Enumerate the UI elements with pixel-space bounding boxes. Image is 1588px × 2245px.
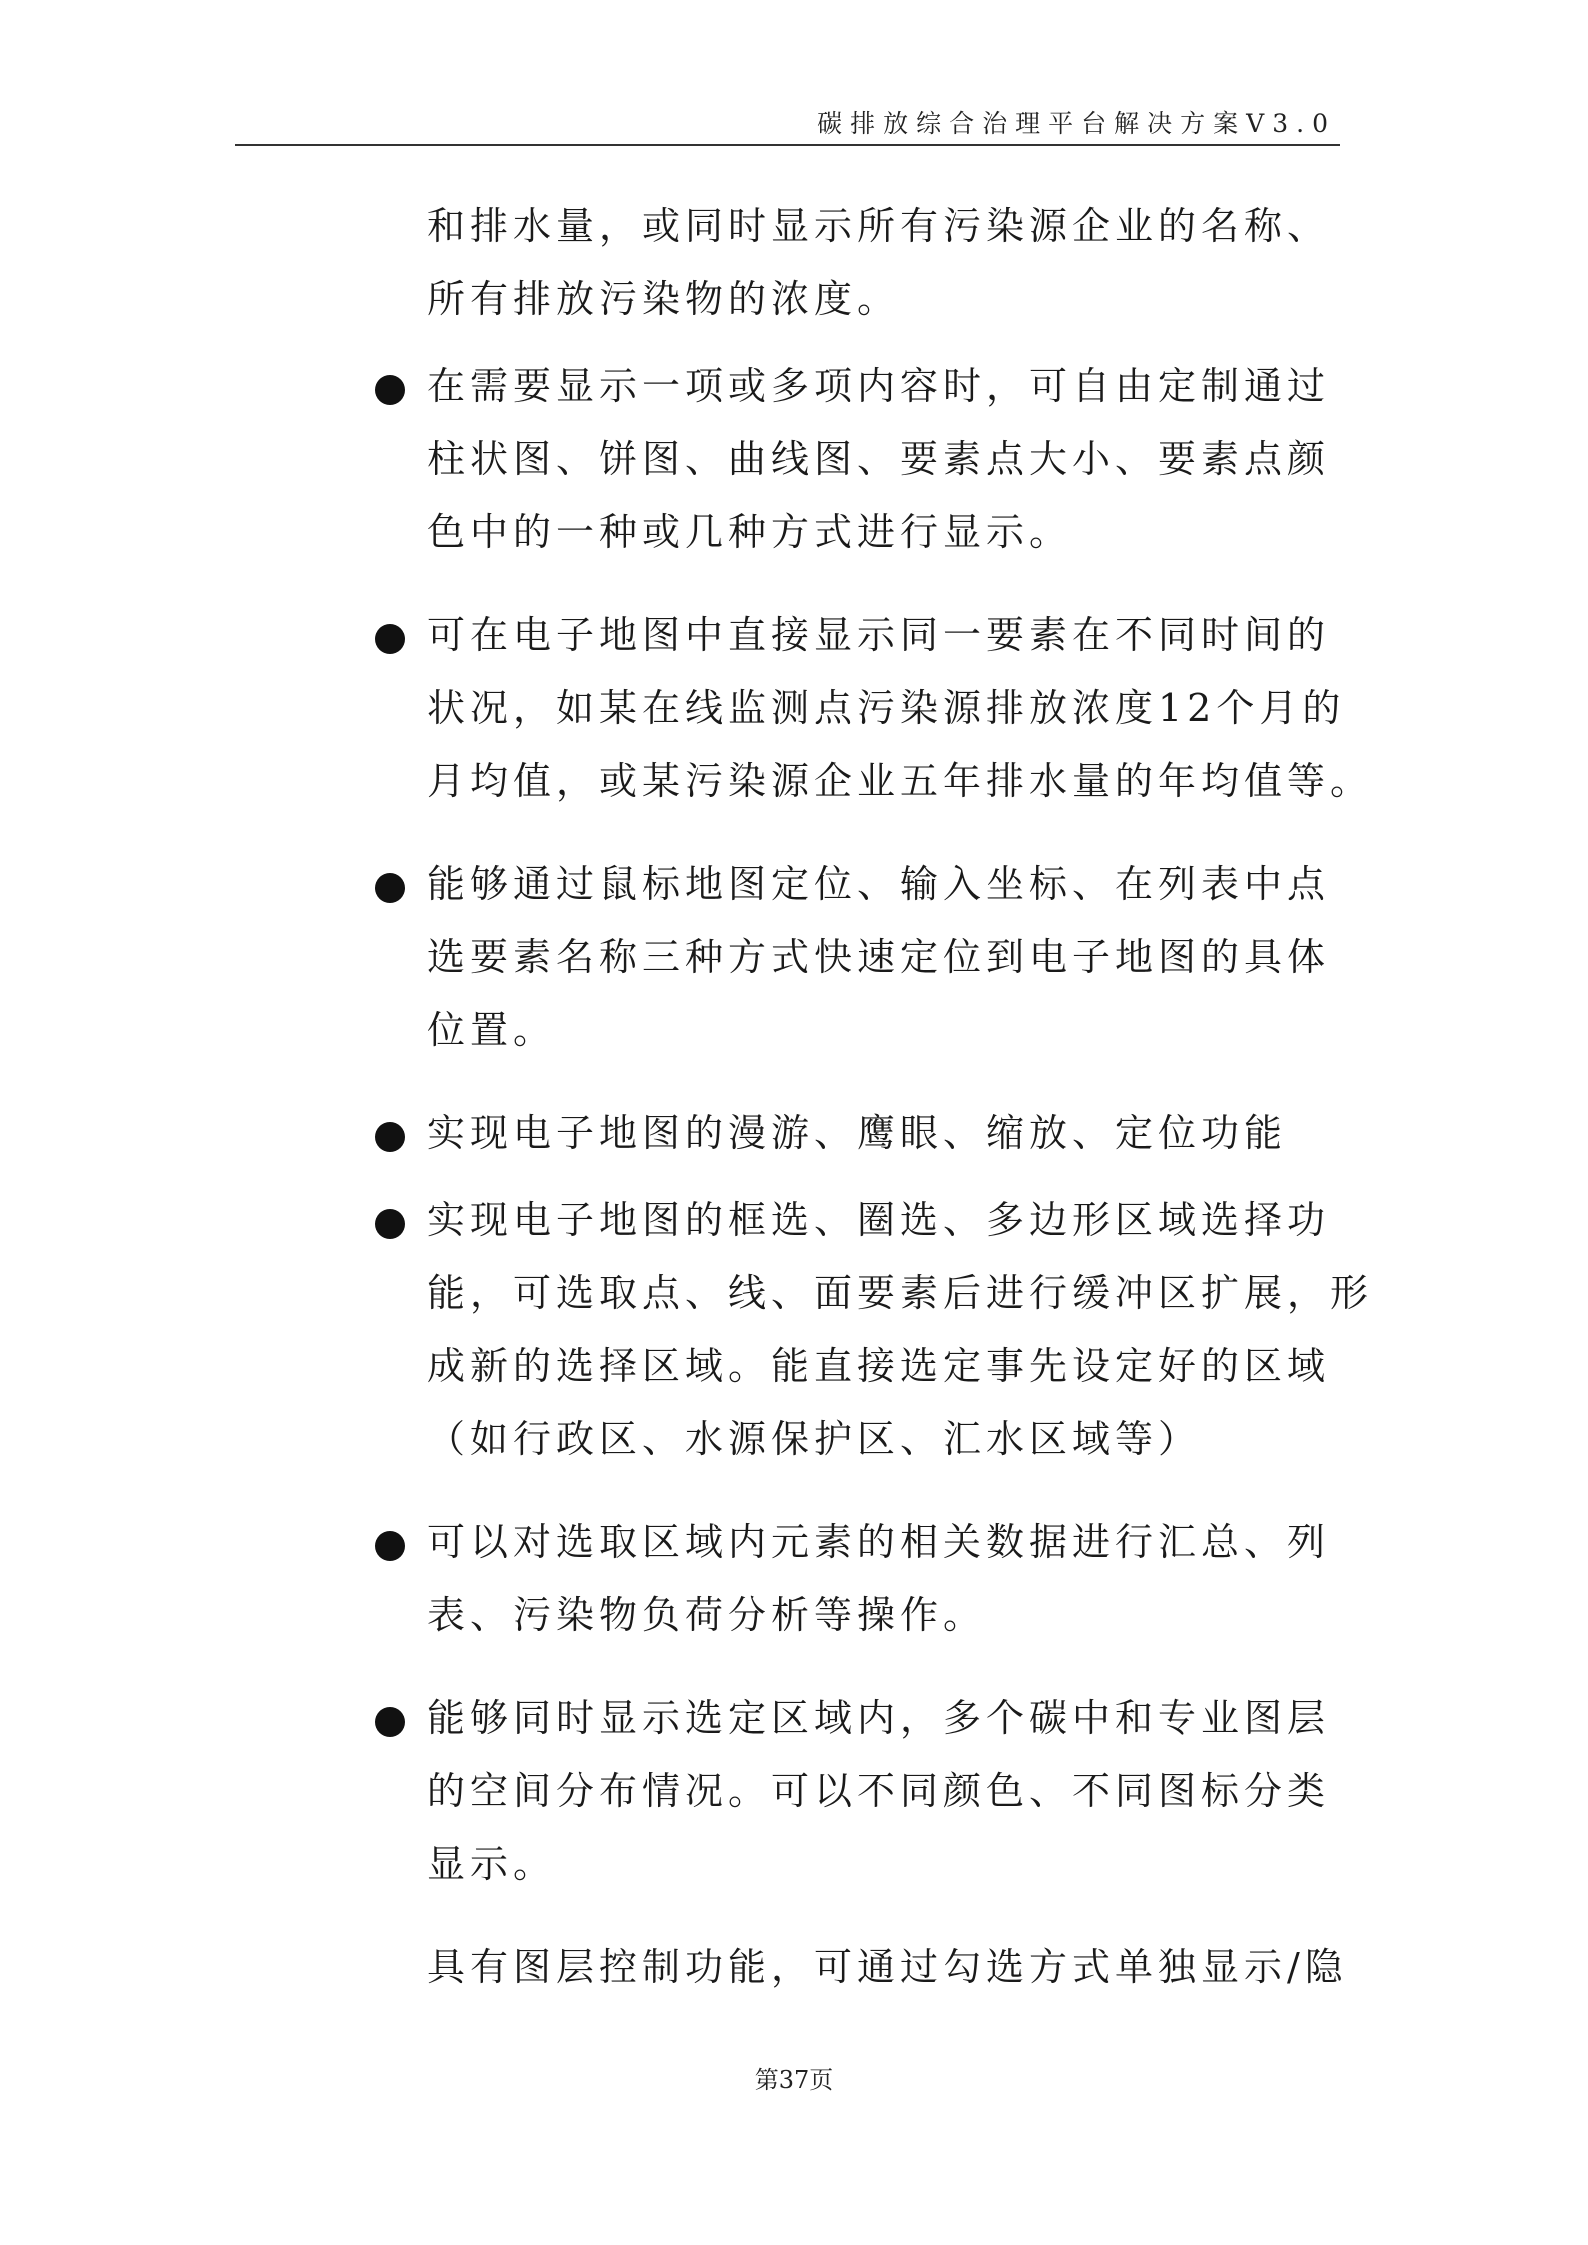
bullet-item (375, 1682, 1365, 1901)
bullet-line: 的空间分布情况。可以不同颜色、不同图标分类 (427, 1769, 1331, 1813)
bullet-line: 成新的选择区域。能直接选定事先设定好的区域 (427, 1344, 1331, 1388)
page-header (235, 108, 1340, 146)
bullet-line: 柱状图、饼图、曲线图、要素点大小、要素点颜 (427, 437, 1331, 481)
bullet-line: 实现电子地图的漫游、鹰眼、缩放、定位功能 (427, 1111, 1288, 1155)
bullet-line: 能够同时显示选定区域内，多个碳中和专业图层 (427, 1696, 1331, 1740)
document-body (375, 190, 1374, 2004)
bullet-line: 能够通过鼠标地图定位、输入坐标、在列表中点 (427, 862, 1331, 906)
bullet-line: 能，可选取点、线、面要素后进行缓冲区扩展，形 (427, 1271, 1374, 1315)
bullet-item (375, 1184, 1374, 1476)
bullet-dot-icon (375, 1122, 405, 1152)
bullet-line: 月均值，或某污染源企业五年排水量的年均值等。 (427, 759, 1374, 803)
bullet-line: 实现电子地图的框选、圈选、多边形区域选择功 (427, 1198, 1331, 1242)
bullet-dot-icon (375, 1209, 405, 1239)
bullet-dot-icon (375, 624, 405, 654)
bullet-dot-icon (375, 873, 405, 903)
bullet-line: 位置。 (427, 1008, 557, 1052)
intro-line: 和排水量，或同时显示所有污染源企业的名称、 (427, 204, 1331, 248)
page-number: 第37页 (754, 2066, 834, 2094)
bullet-line: 选要素名称三种方式快速定位到电子地图的具体 (427, 935, 1331, 979)
bullet-dot-icon (375, 1531, 405, 1561)
intro-line: 所有排放污染物的浓度。 (427, 277, 901, 321)
bullet-line: 显示。 (427, 1842, 557, 1886)
bullet-line: （如行政区、水源保护区、汇水区域等） (427, 1417, 1202, 1461)
bullet-line: 可在电子地图中直接显示同一要素在不同时间的 (427, 613, 1331, 657)
bullet-line: 状况，如某在线监测点污染源排放浓度12个月的 (427, 686, 1346, 730)
bullet-dot-icon (375, 375, 405, 405)
bullet-line: 在需要显示一项或多项内容时，可自由定制通过 (427, 364, 1331, 408)
bullet-item (375, 848, 1365, 1067)
document-title: 碳排放综合治理平台解决方案V3.0 (817, 109, 1336, 138)
bullet-line: 色中的一种或几种方式进行显示。 (427, 510, 1073, 554)
bullet-line: 可以对选取区域内元素的相关数据进行汇总、列 (427, 1520, 1331, 1564)
bullet-item (375, 1506, 1365, 1652)
closing-line: 具有图层控制功能，可通过勾选方式单独显示/隐 (427, 1945, 1348, 1989)
bullet-item (375, 1097, 1365, 1170)
bullet-dot-icon (375, 1707, 405, 1737)
bullet-item (375, 350, 1365, 569)
bullet-line: 表、污染物负荷分析等操作。 (427, 1593, 987, 1637)
bullet-item (375, 599, 1374, 818)
